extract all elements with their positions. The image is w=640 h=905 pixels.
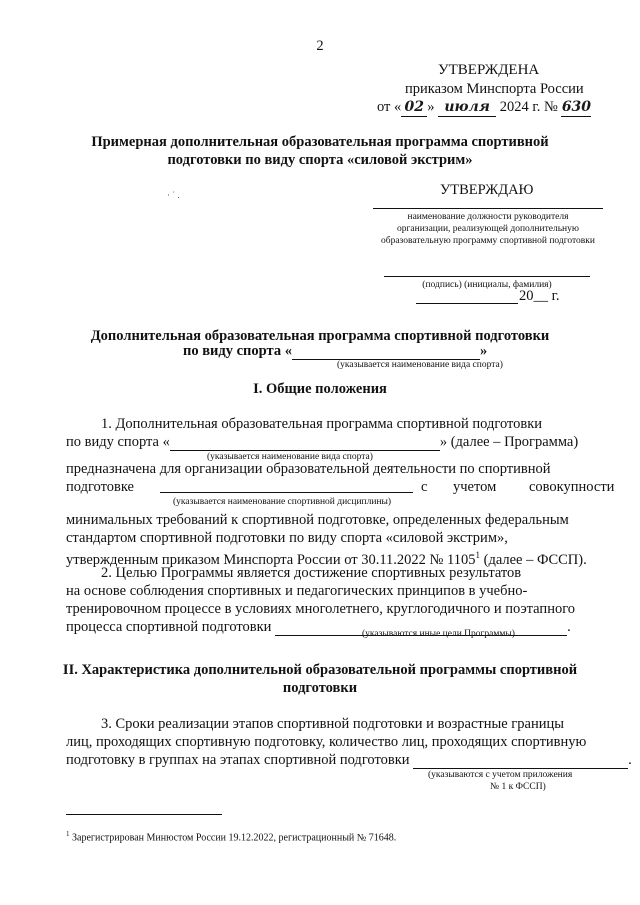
p2-line1: 2. Целью Программы является достижение спортивных результатов xyxy=(101,565,522,581)
date-mid: » xyxy=(427,99,435,115)
p1-line2 xyxy=(66,434,578,451)
p1-line1: 1. Дополнительная образовательная программа спортивной подготовки xyxy=(101,416,543,432)
program-title-line2: подготовки по виду спорта «силовой экстрим» xyxy=(167,152,473,168)
footnote xyxy=(66,828,396,844)
p1-line4-c: учетом xyxy=(453,479,497,495)
position-line xyxy=(373,208,603,209)
p1-caption-2: (указывается наименование спортивной дисциплины) xyxy=(173,497,392,507)
form-title-line1: Дополнительная образовательная программа спортивной подготовки xyxy=(90,328,550,344)
approval-date-line xyxy=(377,99,591,117)
footnote-mark: 1 xyxy=(66,830,70,838)
form-title-caption: (указывается наименование вида спорта) xyxy=(337,360,503,370)
p1-line2-prefix: по виду спорта « xyxy=(66,434,170,450)
signature-caption: (подпись) (инициалы, фамилия) xyxy=(422,280,552,290)
p3-line3-text: подготовку в группах на этапах спортивной подготовки xyxy=(66,752,410,768)
footnote-text: Зарегистрирован Минюстом России 19.12.2022, регистрационный № 71648. xyxy=(69,832,397,844)
p1-line7-a: утвержденным приказом Минспорта России от 30.11.2022 № 1105 xyxy=(66,551,476,568)
order-number: 630 xyxy=(561,99,592,115)
page-number: 2 xyxy=(316,38,324,54)
p3-caption-2: № 1 к ФССП) xyxy=(490,782,546,792)
p2-line4: процесса спортивной подготовки . xyxy=(66,619,571,635)
section2-heading-line2: подготовки xyxy=(282,680,358,696)
date-year: 2024 г. № xyxy=(499,99,558,115)
approve-title: УТВЕРЖДАЮ xyxy=(440,182,534,198)
p1-line5: минимальных требований к спортивной подготовке, определенных федеральным xyxy=(66,512,569,528)
approve-caption-3: образовательную программу спортивной подготовки xyxy=(380,236,595,246)
p1-line4 xyxy=(66,479,615,496)
form-title-line2 xyxy=(183,343,487,360)
approval-order: приказом Минспорта России xyxy=(405,81,584,97)
p3-line2: лиц, проходящих спортивную подготовку, количество лиц, проходящих спортивную xyxy=(66,734,587,750)
sport-name-blank xyxy=(292,346,480,360)
p2-line2: на основе соблюдения спортивных и педагогических принципов в учебно- xyxy=(66,583,528,599)
approve-caption-1: наименование должности руководителя xyxy=(407,212,569,222)
approve-caption-2: организации, реализующей дополнительную xyxy=(397,224,579,234)
p2-line3: тренировочном процессе в условиях многолетнего, круглогодичного и поэтапного xyxy=(66,601,576,617)
p3-line3: подготовку в группах на этапах спортивной подготовки . xyxy=(66,752,632,768)
footnote-separator xyxy=(66,814,222,815)
p2-caption: (указываются иные цели Программы) xyxy=(362,629,515,639)
form-title-suffix: » xyxy=(479,343,488,359)
p1-sport-blank xyxy=(170,437,440,451)
p1-line4-d: совокупности xyxy=(529,479,615,495)
section2-heading-line1: II. Характеристика дополнительной образовательной программы спортивной xyxy=(62,662,578,678)
scan-marks: · ˙ . xyxy=(167,190,180,200)
date-prefix: от « xyxy=(377,99,402,115)
p1-line3: предназначена для организации образовательной деятельности по спортивной xyxy=(66,461,551,477)
signature-line xyxy=(384,276,590,277)
p3-caption-1: (указываются с учетом приложения xyxy=(428,770,573,780)
section1-heading: I. Общие положения xyxy=(253,381,387,397)
p3-line1: 3. Сроки реализации этапов спортивной подготовки и возрастные границы xyxy=(101,716,564,732)
p1-caption-1: (указывается наименование вида спорта) xyxy=(207,452,373,462)
p1-discipline-blank xyxy=(160,479,413,493)
footnote-ref: 1 xyxy=(475,550,480,560)
date-month: июля xyxy=(438,99,496,117)
approval-title: УТВЕРЖДЕНА xyxy=(438,62,540,78)
p1-line2-suffix: » (далее – Программа) xyxy=(439,434,579,450)
p2-line4-text: процесса спортивной подготовки xyxy=(66,619,272,635)
p1-line4-a: подготовке xyxy=(66,479,134,495)
p3-groups-blank xyxy=(413,755,628,769)
date-day: 02 xyxy=(401,99,427,117)
p1-line6: стандартом спортивной подготовки по виду спорта «силовой экстрим», xyxy=(66,530,508,546)
p1-line7-b: (далее – ФССП). xyxy=(479,551,587,568)
p1-line4-b: с xyxy=(421,479,428,495)
form-title-prefix: по виду спорта « xyxy=(183,343,292,359)
sign-year: 20__ г. xyxy=(519,288,560,304)
sign-date-line xyxy=(416,303,518,304)
program-title-line1: Примерная дополнительная образовательная программа спортивной xyxy=(91,134,549,150)
